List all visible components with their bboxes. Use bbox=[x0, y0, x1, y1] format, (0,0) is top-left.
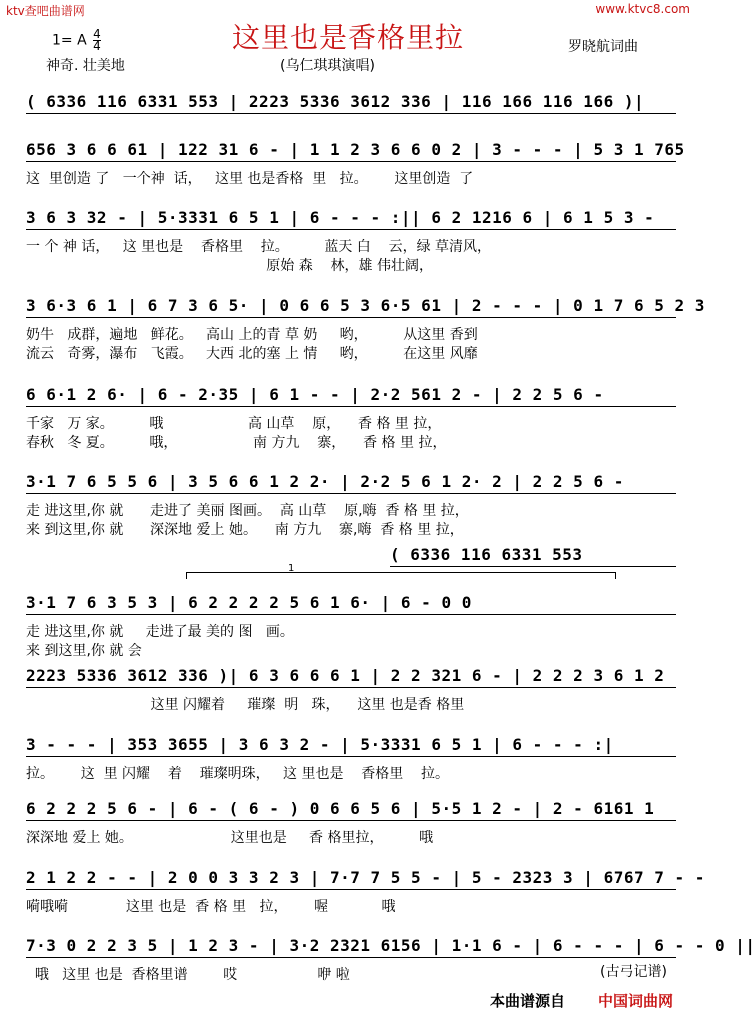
notation-row: 3·1 7 6 3 5 3 | 6 2 2 2 2 5 6 1 6· | 6 - 0 0 bbox=[26, 593, 472, 612]
notation-row: 6 6·1 2 6· | 6 - 2·35 | 6 1 - - | 2·2 561 2 - | 2 2 5 6 - bbox=[26, 385, 604, 404]
score-line bbox=[26, 593, 676, 659]
beam-underline bbox=[26, 756, 676, 757]
notation-row: ( 6336 116 6331 553 bbox=[390, 545, 583, 564]
notation-row: 3 - - - | 353 3655 | 3 6 3 2 - | 5·3331 6 5 1 | 6 - - - :| bbox=[26, 735, 614, 754]
score-line bbox=[26, 735, 676, 795]
lyric-row: 哦 这里 也是 香格里谱 哎 咿 啦 bbox=[26, 967, 350, 983]
lyric-row: 这 里创造 了 一个神 话， 这里 也是香格 里 拉。 这里创造 了 bbox=[26, 171, 474, 187]
site-name-left[interactable]: ktv查吧曲谱网 bbox=[6, 4, 85, 18]
score-line bbox=[26, 296, 705, 362]
beam-underline bbox=[26, 687, 676, 688]
score-line bbox=[26, 799, 676, 859]
beam-underline bbox=[26, 229, 676, 230]
lyric-row: 春秋 冬 夏。 哦， 南 方九 寨， 香 格 里 拉， bbox=[26, 435, 447, 451]
lyric-row: 走 进这里,你 就 走进了最 美的 图 画。 bbox=[26, 624, 294, 640]
beam-underline bbox=[390, 566, 676, 567]
beam-underline bbox=[26, 957, 676, 958]
score-line bbox=[26, 666, 676, 726]
composer-credit: 罗晓航词曲 bbox=[568, 39, 638, 55]
lyric-row: 来 到这里,你 就 深深地 爱上 她。 南 方九 寨,嗨 香 格 里 拉， bbox=[26, 522, 464, 538]
time-top: 4 bbox=[93, 27, 101, 41]
lyric-row: 流云 奇雾，瀑布 飞霞。 大西 北的塞 上 情 哟， 在这里 风靡 bbox=[26, 346, 478, 362]
site-url-right[interactable]: www.ktvc8.com bbox=[595, 2, 690, 16]
score-line bbox=[26, 385, 676, 451]
beam-underline bbox=[26, 113, 676, 114]
notation-row: 3 6 3 32 - | 5·3331 6 5 1 | 6 - - - :|| 6 2 1216 6 | 6 1 5 3 - bbox=[26, 208, 655, 227]
lyric-row: 奶牛 成群，遍地 鲜花。 高山 上的青 草 奶 哟， 从这里 香到 bbox=[26, 327, 478, 343]
lyric-row: 深深地 爱上 她。 这里也是 香 格里拉， 哦 bbox=[26, 830, 434, 846]
first-ending-bracket bbox=[186, 572, 616, 579]
recorder-credit: (古弓记谱) bbox=[600, 964, 667, 980]
notation-row: 2223 5336 3612 336 )| 6 3 6 6 6 1 | 2 2 321 6 - | 2 2 2 3 6 1 2 bbox=[26, 666, 665, 685]
source-label: 本曲谱源自 bbox=[490, 992, 566, 1010]
lyric-row: 千家 万 家。 哦 高 山草 原， 香 格 里 拉， bbox=[26, 416, 442, 432]
beam-underline bbox=[26, 820, 676, 821]
performance-style: 神奇. 壮美地 bbox=[46, 58, 125, 74]
score-line bbox=[26, 208, 676, 274]
beam-underline bbox=[26, 614, 676, 615]
lyric-row: 这里 闪耀着 璀璨 明 珠， 这里 也是香 格里 bbox=[26, 697, 465, 713]
lyric-row: 嗬哦嗬 这里 也是 香 格 里 拉， 喔 哦 bbox=[26, 899, 396, 915]
beam-underline bbox=[26, 406, 676, 407]
lyric-row: 拉。 这 里 闪耀 着 璀璨明珠， 这 里也是 香格里 拉。 bbox=[26, 766, 450, 782]
notation-row: 7·3 0 2 2 3 5 | 1 2 3 - | 3·2 2321 6156 | 1·1 6 - | 6 - - - | 6 - - 0 || bbox=[26, 936, 756, 955]
notation-row: 656 3 6 6 61 | 122 31 6 - | 1 1 2 3 6 6 0 2 | 3 - - - | 5 3 1 765 bbox=[26, 140, 685, 159]
lyric-row: 原始 森 林，雄 伟壮阔， bbox=[26, 258, 434, 274]
source-brand[interactable]: 中国词曲网 bbox=[598, 992, 674, 1010]
lyric-row: 一 个 神 话， 这 里也是 香格里 拉。 蓝天 白 云，绿 草清风， bbox=[26, 239, 492, 255]
singer-credit: (乌仁琪琪演唱) bbox=[280, 58, 375, 74]
time-bottom: 4 bbox=[93, 39, 101, 53]
beam-underline bbox=[26, 889, 676, 890]
first-ending-number: 1 bbox=[288, 563, 295, 574]
beam-underline bbox=[26, 493, 676, 494]
score-line bbox=[26, 140, 685, 200]
notation-row: 6 2 2 2 5 6 - | 6 - ( 6 - ) 0 6 6 5 6 | 5·5 1 2 - | 2 - 6161 1 bbox=[26, 799, 655, 818]
beam-underline bbox=[26, 161, 676, 162]
lyric-row: 走 进这里,你 就 走进了 美丽 图画。 高 山草 原,嗨 香 格 里 拉， bbox=[26, 503, 469, 519]
song-title: 这里也是香格里拉 bbox=[231, 21, 464, 54]
score-line bbox=[26, 868, 705, 928]
notation-row: 3·1 7 6 5 5 6 | 3 5 6 6 1 2 2· | 2·2 5 6 1 2· 2 | 2 2 5 6 - bbox=[26, 472, 624, 491]
lyric-row: 来 到这里,你 就 会 bbox=[26, 643, 142, 659]
notation-row: 3 6·3 6 1 | 6 7 3 6 5· | 0 6 6 5 3 6·5 61 | 2 - - - | 0 1 7 6 5 2 3 bbox=[26, 296, 705, 315]
score-line bbox=[26, 472, 676, 538]
score-line bbox=[26, 936, 756, 996]
key-prefix: 1= A bbox=[52, 32, 87, 49]
beam-underline bbox=[26, 317, 676, 318]
notation-row: 2 1 2 2 - - | 2 0 0 3 3 2 3 | 7·7 7 5 5 - | 5 - 2323 3 | 6767 7 - - bbox=[26, 868, 705, 887]
notation-row: ( 6336 116 6331 553 | 2223 5336 3612 336 | 116 166 116 166 )| bbox=[26, 92, 645, 111]
